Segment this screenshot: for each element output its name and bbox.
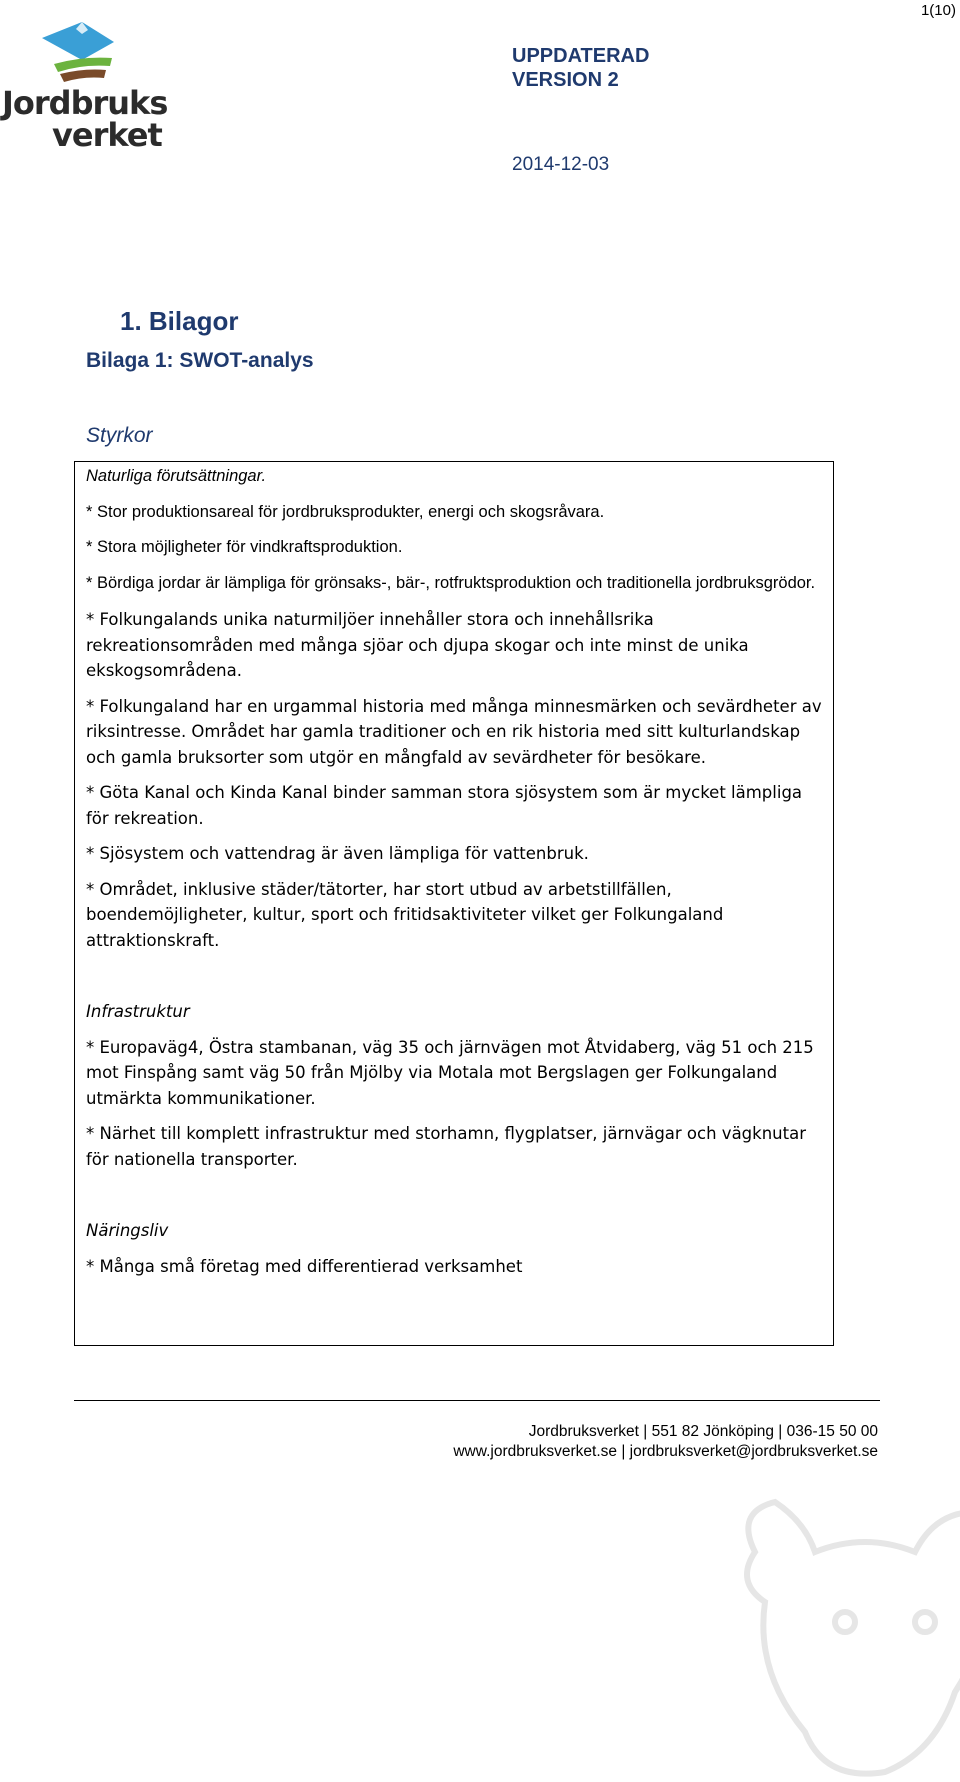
bullet-small-companies: * Många små företag med differentierad verksamhet: [86, 1256, 523, 1276]
jordbruksverket-logo: [2, 20, 168, 155]
strengths-content: [86, 464, 826, 1279]
heading-swot: Bilaga 1: SWOT-analys: [86, 349, 314, 372]
bullet-transport-hubs: * Närhet till komplett infrastruktur med storhamn, flygplatser, järnvägar och vägknutar för nationella transporter.: [86, 1124, 806, 1169]
bullet-history: * Folkungaland har en urgammal historia med många minnesmärken och sevärdheter av riksintresse. Området har gamla traditioner och en rik historia med sitt kulturlandskap och gamla bruksorter som utgör en mångfald av sevärdheter för besökare.: [86, 696, 822, 767]
natural-conditions-title: Naturliga förutsättningar.: [86, 467, 267, 485]
bullet-nature-environments: * Folkungalands unika naturmiljöer innehåller stora och innehållsrika rekreationsområden med många sjöar och djupa skogar och inte minst de unika ekskogsområdena.: [86, 610, 749, 680]
footer-contact: www.jordbruksverket.se | jordbruksverket@jordbruksverket.se: [453, 1443, 878, 1460]
heading-styrkor: Styrkor: [86, 424, 153, 447]
version-status: [512, 44, 649, 92]
document-date: 2014-12-03: [512, 154, 610, 175]
status-line1: UPPDATERAD: [512, 45, 650, 67]
bullet-roads-rail: * Europaväg4, Östra stambanan, väg 35 och järnvägen mot Åtvidaberg, väg 51 och 215 mot Finspång samt väg 50 från Mjölby via Motala mot Bergslagen ger Folkungaland utmärkta kommunikationer.: [86, 1037, 814, 1108]
infrastructure-title: Infrastruktur: [86, 1002, 190, 1021]
bullet-aquaculture: * Sjösystem och vattendrag är även lämpliga för vattenbruk.: [86, 844, 589, 863]
strengths-box: [74, 461, 834, 1346]
heading-bilagor: 1. Bilagor: [120, 306, 239, 336]
footer-divider: [74, 1400, 880, 1401]
bullet-fertile-soil: * Bördiga jordar är lämpliga för grönsaks-, bär-, rotfruktsproduktion och traditionella jordbruksgrödor.: [86, 573, 816, 592]
logo-mountain-icon: [2, 20, 162, 90]
footer-address: Jordbruksverket | 551 82 Jönköping | 036-15 50 00: [528, 1423, 878, 1440]
bullet-wind-power: * Stora möjligheter för vindkraftsproduktion.: [86, 538, 403, 556]
bullet-employment: * Området, inklusive städer/tätorter, har stort utbud av arbetstillfällen, boendemöjligheter, kultur, sport och fritidsaktiviteter vilket ger Folkungaland attraktionskraft.: [86, 879, 724, 950]
business-title: Näringsliv: [86, 1221, 169, 1240]
logo-text-line2: verket: [52, 116, 162, 154]
bullet-production-area: * Stor produktionsareal för jordbruksprodukter, energi och skogsråvara.: [86, 502, 605, 521]
page-number: 1(10): [920, 2, 956, 19]
cow-watermark-icon: [695, 1492, 960, 1782]
logo-text-line1: Jordbruks: [2, 84, 168, 122]
status-line2: VERSION 2: [512, 69, 619, 91]
bullet-canals: * Göta Kanal och Kinda Kanal binder samman stora sjösystem som är mycket lämpliga för rekreation.: [86, 783, 803, 828]
